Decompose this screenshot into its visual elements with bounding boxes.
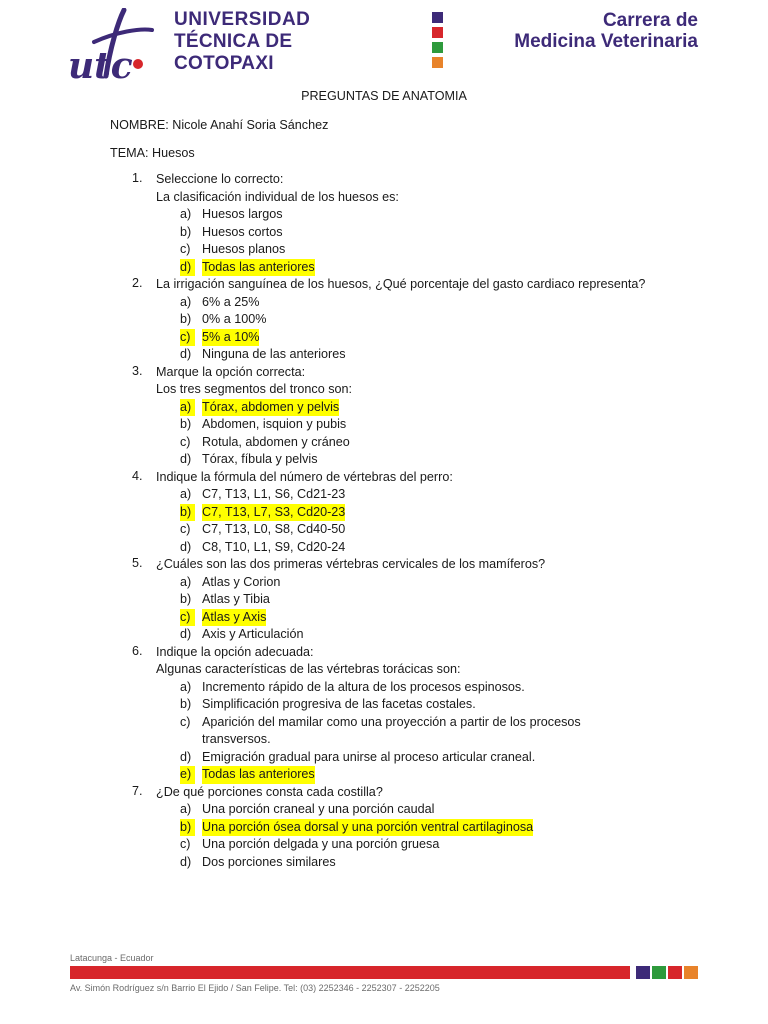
answer-option bbox=[156, 206, 670, 224]
option-list bbox=[156, 486, 670, 556]
question-text: Seleccione lo correcto: bbox=[156, 172, 284, 186]
option-letter: e) bbox=[180, 766, 195, 784]
option-text: Incremento rápido de la altura de los procesos espinosos. bbox=[202, 679, 525, 694]
question-number: 2. bbox=[132, 276, 143, 290]
topic: TEMA: Huesos bbox=[110, 146, 195, 160]
answer-option bbox=[156, 451, 670, 469]
letterhead bbox=[0, 0, 768, 87]
answer-option bbox=[156, 521, 670, 539]
option-text: Huesos largos bbox=[202, 207, 283, 221]
option-letter: d) bbox=[180, 259, 195, 277]
option-text: Aparición del mamilar como una proyección a partir de los procesos transversos. bbox=[202, 714, 581, 746]
university-name bbox=[174, 10, 310, 76]
footer-red-bar bbox=[70, 966, 630, 979]
question-text: Indique la fórmula del número de vértebras del perro: bbox=[156, 469, 453, 484]
option-letter: c) bbox=[180, 714, 191, 729]
question-item bbox=[110, 469, 670, 557]
option-text: C7, T13, L1, S6, Cd21-23 bbox=[202, 487, 346, 501]
option-letter: b) bbox=[180, 312, 192, 326]
document-title: PREGUNTAS DE ANATOMIA bbox=[301, 89, 467, 103]
option-text: Huesos cortos bbox=[202, 224, 283, 239]
answer-option bbox=[156, 749, 670, 767]
option-letter: a) bbox=[180, 574, 192, 589]
question-text: Los tres segmentos del tronco son: bbox=[156, 382, 353, 396]
footer-city: Latacunga - Ecuador bbox=[70, 953, 154, 963]
question-item bbox=[110, 171, 670, 276]
footer-green-square-icon bbox=[652, 966, 666, 979]
option-letter: b) bbox=[180, 697, 192, 711]
option-text: Rotula, abdomen y cráneo bbox=[202, 434, 350, 449]
red-square-icon bbox=[432, 27, 443, 38]
student-name: NOMBRE: Nicole Anahí Soria Sánchez bbox=[110, 118, 329, 132]
option-text: C7, T13, L7, S3, Cd20-23 bbox=[202, 504, 345, 522]
career-line-2: Medicina Veterinaria bbox=[514, 30, 698, 52]
answer-option bbox=[156, 854, 670, 872]
question-text: La clasificación individual de los huesos es: bbox=[156, 189, 399, 204]
option-text: Axis y Articulación bbox=[202, 627, 304, 641]
option-list bbox=[156, 574, 670, 644]
option-text: Simplificación progresiva de las facetas costales. bbox=[202, 697, 476, 711]
option-list bbox=[156, 679, 670, 784]
question-text: ¿Cuáles son las dos primeras vértebras cervicales de los mamíferos? bbox=[156, 557, 546, 571]
career-line-1: Carrera de bbox=[602, 10, 698, 31]
highlighted-answer-option bbox=[156, 259, 670, 277]
answer-option bbox=[156, 486, 670, 504]
option-letter: d) bbox=[180, 854, 192, 869]
purple-square-icon bbox=[432, 12, 443, 23]
option-letter: d) bbox=[180, 539, 192, 554]
footer-address: Av. Simón Rodríguez s/n Barrio El Ejido / San Felipe. Tel: (03) 2252346 - 2252307 - 2252205 bbox=[70, 983, 440, 993]
logo-text: utc bbox=[68, 45, 133, 87]
option-letter: b) bbox=[180, 417, 192, 431]
option-letter: a) bbox=[180, 679, 192, 694]
option-text: Atlas y Tibia bbox=[202, 592, 270, 606]
answer-option bbox=[156, 626, 670, 644]
option-text: 6% a 25% bbox=[202, 294, 260, 309]
option-letter: d) bbox=[180, 452, 192, 466]
option-letter: c) bbox=[180, 329, 195, 347]
green-square-icon bbox=[432, 42, 443, 53]
option-letter: d) bbox=[180, 347, 192, 361]
answer-option bbox=[156, 574, 670, 592]
question-item bbox=[110, 276, 670, 364]
color-squares bbox=[432, 12, 444, 72]
option-list bbox=[156, 801, 670, 871]
option-text: Una porción ósea dorsal y una porción ventral cartilaginosa bbox=[202, 819, 533, 837]
option-text: Tórax, fíbula y pelvis bbox=[202, 452, 318, 466]
question-number: 6. bbox=[132, 643, 143, 658]
option-text: Huesos planos bbox=[202, 242, 286, 256]
option-text: 5% a 10% bbox=[202, 329, 259, 347]
option-letter: c) bbox=[180, 837, 191, 851]
highlighted-answer-option bbox=[156, 504, 670, 522]
option-text: 0% a 100% bbox=[202, 312, 267, 326]
question-item bbox=[110, 364, 670, 469]
option-list bbox=[156, 206, 670, 276]
question-number: 3. bbox=[132, 363, 143, 378]
option-text: Dos porciones similares bbox=[202, 854, 336, 869]
question-item bbox=[110, 784, 670, 872]
answer-option bbox=[156, 539, 670, 557]
option-letter: c) bbox=[180, 609, 195, 627]
question-number: 7. bbox=[132, 783, 143, 798]
utc-logo bbox=[66, 8, 156, 88]
footer-purple-square-icon bbox=[636, 966, 650, 979]
answer-option bbox=[156, 836, 670, 854]
answer-option bbox=[156, 294, 670, 312]
option-list bbox=[156, 294, 670, 364]
highlighted-answer-option bbox=[156, 329, 670, 347]
orange-square-icon bbox=[432, 57, 443, 68]
utc-logo-mark-icon bbox=[66, 8, 156, 88]
answer-option bbox=[156, 801, 670, 819]
option-text: Abdomen, isquion y pubis bbox=[202, 417, 347, 431]
question-item bbox=[110, 556, 670, 644]
answer-option bbox=[156, 696, 670, 714]
question-text: Marque la opción correcta: bbox=[156, 364, 306, 379]
option-text: Emigración gradual para unirse al proceso articular craneal. bbox=[202, 749, 536, 764]
university-line-3: COTOPAXI bbox=[174, 53, 274, 74]
question-number: 4. bbox=[132, 468, 143, 483]
option-text: Una porción delgada y una porción gruesa bbox=[202, 837, 440, 851]
answer-option bbox=[156, 434, 670, 452]
highlighted-answer-option bbox=[156, 819, 670, 837]
question-item bbox=[110, 644, 670, 784]
option-text: Atlas y Corion bbox=[202, 574, 281, 589]
option-letter: a) bbox=[180, 294, 192, 309]
option-letter: c) bbox=[180, 522, 191, 536]
option-text: Atlas y Axis bbox=[202, 609, 266, 627]
answer-option bbox=[156, 241, 670, 259]
option-letter: b) bbox=[180, 592, 192, 606]
document-body bbox=[110, 86, 670, 871]
question-text: La irrigación sanguínea de los huesos, ¿Qué porcentaje del gasto cardiaco representa? bbox=[156, 277, 646, 291]
answer-option bbox=[156, 416, 670, 434]
footer-red-square-icon bbox=[668, 966, 682, 979]
option-list bbox=[156, 399, 670, 469]
answer-option bbox=[156, 346, 670, 364]
option-letter: b) bbox=[180, 504, 195, 522]
question-list bbox=[110, 171, 670, 871]
option-text: C8, T10, L1, S9, Cd20-24 bbox=[202, 539, 346, 554]
career-name bbox=[514, 11, 698, 53]
option-letter: a) bbox=[180, 802, 192, 816]
option-text: Todas las anteriores bbox=[202, 259, 315, 277]
option-letter: c) bbox=[180, 434, 191, 449]
footer-orange-square-icon bbox=[684, 966, 698, 979]
option-text: Una porción craneal y una porción caudal bbox=[202, 802, 435, 816]
answer-option bbox=[156, 224, 670, 242]
option-letter: d) bbox=[180, 627, 192, 641]
option-text: Tórax, abdomen y pelvis bbox=[202, 399, 339, 417]
answer-option bbox=[156, 679, 670, 697]
answer-option bbox=[156, 311, 670, 329]
option-letter: a) bbox=[180, 399, 195, 417]
question-text: Algunas características de las vértebras torácicas son: bbox=[156, 662, 461, 676]
question-text: Indique la opción adecuada: bbox=[156, 644, 314, 659]
option-letter: a) bbox=[180, 487, 192, 501]
option-letter: b) bbox=[180, 224, 192, 239]
option-letter: c) bbox=[180, 242, 191, 256]
option-text: Ninguna de las anteriores bbox=[202, 347, 346, 361]
question-number: 1. bbox=[132, 171, 143, 185]
option-letter: b) bbox=[180, 819, 195, 837]
option-letter: d) bbox=[180, 749, 192, 764]
university-line-2: TÉCNICA DE bbox=[174, 31, 293, 52]
question-text: ¿De qué porciones consta cada costilla? bbox=[156, 784, 383, 799]
option-text: C7, T13, L0, S8, Cd40-50 bbox=[202, 522, 346, 536]
highlighted-answer-option bbox=[156, 609, 670, 627]
highlighted-answer-option bbox=[156, 766, 670, 784]
question-number: 5. bbox=[132, 556, 143, 570]
answer-option bbox=[156, 591, 670, 609]
answer-option bbox=[156, 714, 670, 749]
option-letter: a) bbox=[180, 207, 192, 221]
option-text: Todas las anteriores bbox=[202, 766, 315, 784]
highlighted-answer-option bbox=[156, 399, 670, 417]
university-line-1: UNIVERSIDAD bbox=[174, 9, 311, 30]
